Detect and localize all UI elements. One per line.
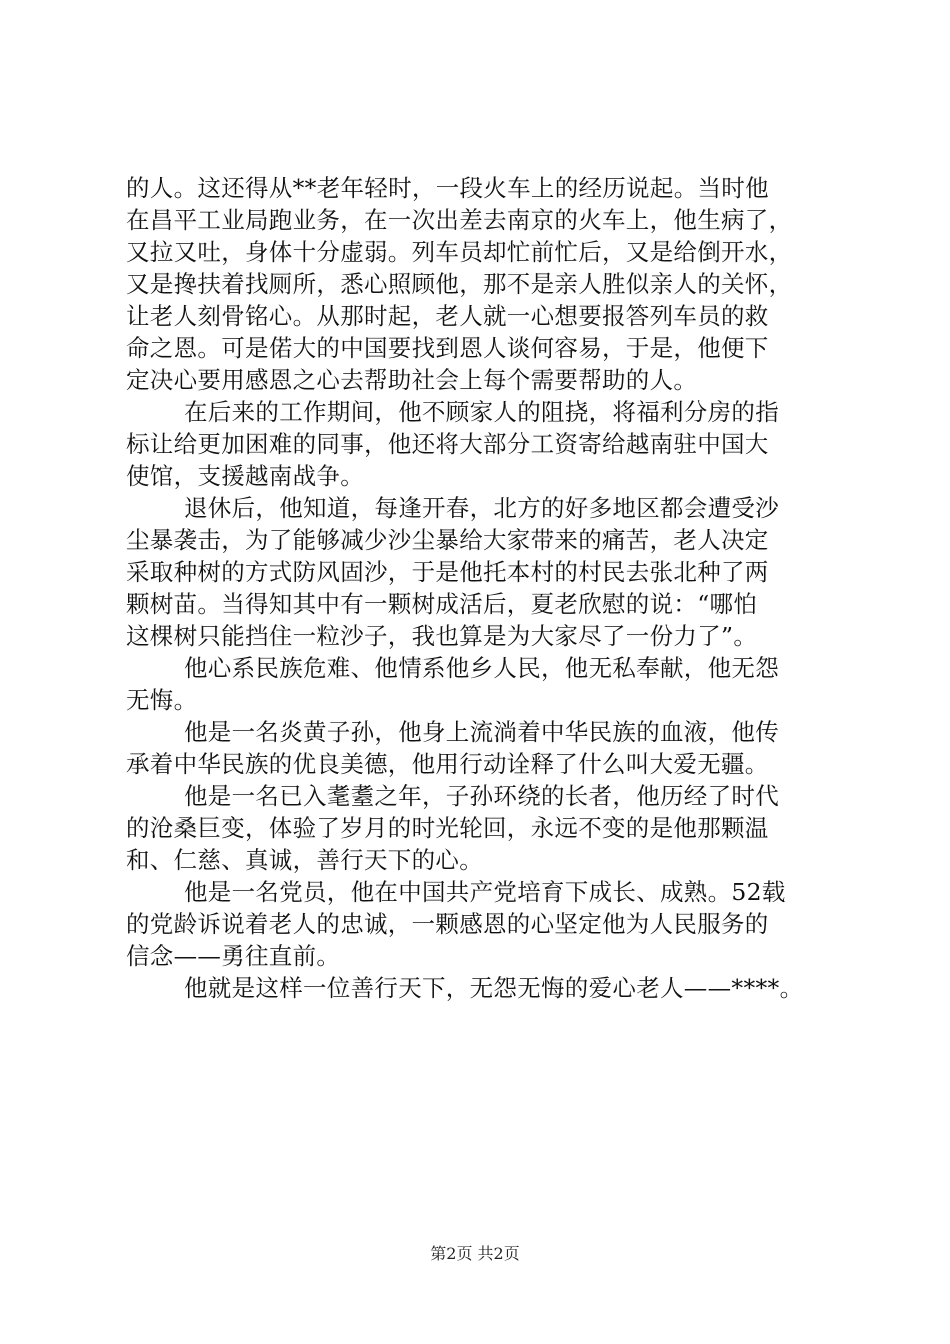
text-line: 定决心要用感恩之心去帮助社会上每个需要帮助的人。 — [126, 366, 698, 394]
paragraph-first-line: 他是一名炎黄子孙，他身上流淌着中华民族的血液，他传 — [184, 718, 779, 746]
text-line: 命之恩。可是偌大的中国要找到恩人谈何容易，于是，他便下 — [126, 334, 769, 362]
text-line: 使馆，支援越南战争。 — [126, 462, 364, 490]
paragraph-first-line: 退休后，他知道，每逢开春，北方的好多地区都会遭受沙 — [184, 494, 779, 522]
text-line: 的党龄诉说着老人的忠诚，一颗感恩的心坚定他为人民服务的 — [126, 910, 769, 938]
paragraph-first-line: 他就是这样一位善行天下，无怨无悔的爱心老人——****。 — [184, 974, 804, 1002]
text-line: 让老人刻骨铭心。从那时起，老人就一心想要报答列车员的救 — [126, 302, 769, 330]
text-line: 这棵树只能挡住一粒沙子，我也算是为大家尽了一份力了”。 — [126, 622, 758, 650]
paragraph-first-line: 他心系民族危难、他情系他乡人民，他无私奉献，他无怨 — [184, 654, 779, 682]
document-body — [126, 172, 832, 1004]
text-line: 的人。这还得从**老年轻时，一段火车上的经历说起。当时他 — [126, 174, 769, 202]
text-line: 的沧桑巨变，体验了岁月的时光轮回，永远不变的是他那颗温 — [126, 814, 769, 842]
text-line: 无悔。 — [126, 686, 198, 714]
text-line: 信念——勇往直前。 — [126, 942, 341, 970]
text-line: 在昌平工业局跑业务，在一次出差去南京的火车上，他生病了， — [126, 206, 793, 234]
text-line: 和、仁慈、真诚，善行天下的心。 — [126, 846, 483, 874]
page-number-footer: 第2页 共2页 — [430, 1244, 520, 1263]
paragraph-first-line: 他是一名党员，他在中国共产党培育下成长、成熟。52载 — [184, 878, 786, 906]
text-line: 尘暴袭击，为了能够减少沙尘暴给大家带来的痛苦，老人决定 — [126, 526, 769, 554]
text-line: 颗树苗。当得知其中有一颗树成活后，夏老欣慰的说：“哪怕 — [126, 590, 758, 618]
text-line: 又拉又吐，身体十分虚弱。列车员却忙前忙后，又是给倒开水， — [126, 238, 793, 266]
text-line: 又是搀扶着找厕所，悉心照顾他，那不是亲人胜似亲人的关怀， — [126, 270, 793, 298]
paragraph-first-line: 在后来的工作期间，他不顾家人的阻挠，将福利分房的指 — [184, 398, 779, 426]
text-line: 承着中华民族的优良美德，他用行动诠释了什么叫大爱无疆。 — [126, 750, 769, 778]
text-line: 采取种树的方式防风固沙，于是他托本村的村民去张北种了两 — [126, 558, 769, 586]
paragraph-first-line: 他是一名已入耄耋之年，子孙环绕的长者，他历经了时代 — [184, 782, 779, 810]
text-line: 标让给更加困难的同事，他还将大部分工资寄给越南驻中国大 — [126, 430, 769, 458]
